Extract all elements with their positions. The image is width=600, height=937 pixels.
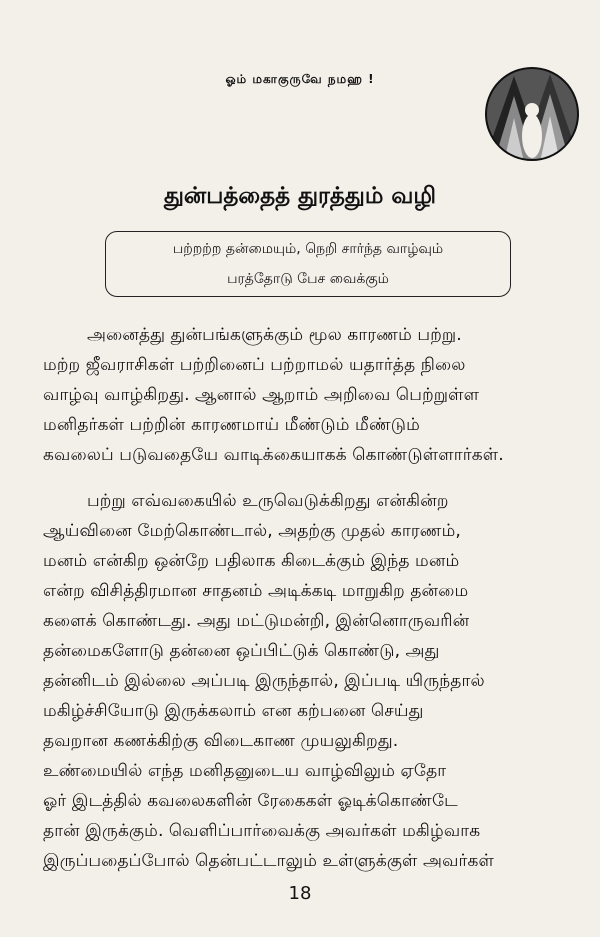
page-number: 18 [288,883,312,904]
text-line: அனைத்து துன்பங்களுக்கும் மூல காரணம் பற்று. [87,325,462,345]
text-line: வாழ்வு வாழ்கிறது. ஆனால் ஆறாம் அறிவை பெற்றுள்ள [43,385,480,405]
text-line: களைக் கொண்டது. அது மட்டுமன்றி, இன்னொருவரின் [43,611,470,631]
text-line: பற்று எவ்வகையில் உருவெடுக்கிறது என்கின்ற [87,491,449,511]
chapter-title: துன்பத்தைத் துரத்தும் வழி [163,183,436,209]
text-line: மனிதர்கள் பற்றின் காரணமாய் மீண்டும் மீண்டும் [43,415,420,435]
subtitle-box [105,231,511,297]
text-line: என்ற விசித்திரமான சாதனம் அடிக்கடி மாறுகிற தன்மை [43,581,469,601]
text-line: மகிழ்ச்சியோடு இருக்கலாம் என கற்பனை செய்து [43,701,424,721]
text-line: மனம் என்கிற ஒன்றே பதிலாக கிடைக்கும் இந்த மனம் [43,551,460,571]
text-line: கவலைப் படுவதையே வாடிக்கையாகக் கொண்டுள்ளார்கள். [43,445,504,465]
text-line: தான் இருக்கும். வெளிப்பார்வைக்கு அவர்கள் மகிழ்வாக [43,821,481,841]
text-line: உண்மையில் எந்த மனிதனுடைய வாழ்விலும் ஏதோ [43,761,447,781]
text-line: ஓர் இடத்தில் கவலைகளின் ரேகைகள் ஓடிக்கொண்டே [43,791,458,811]
text-line: இருப்பதைப்போல் தென்பட்டாலும் உள்ளுக்குள் அவர்கள் [43,851,494,871]
text-line: மற்ற ஜீவராசிகள் பற்றினைப் பற்றாமல் யதார்த்த நிலை [43,355,466,375]
text-line: தன்னிடம் இல்லை அப்படி இருந்தால், இப்படி யிருந்தால் [43,671,485,691]
text-line: தவறான கணக்கிற்கு விடைகாண முயலுகிறது. [43,731,399,751]
header-invocation: ஓம் மகாகுருவே நமஹ ! [225,72,375,86]
mountain-emblem-icon [484,66,580,162]
subtitle-line: பற்றற்ற தன்மையும், நெறி சார்ந்த வாழ்வும் [172,241,444,257]
subtitle-line: பரத்தோடு பேச வைக்கும் [227,271,389,287]
paragraph-1 [43,320,589,470]
paragraph-2 [43,486,589,876]
text-line: தன்மைகளோடு தன்னை ஒப்பிட்டுக் கொண்டு, அது [43,641,440,661]
text-line: ஆய்வினை மேற்கொண்டால், அதற்கு முதல் காரணம், [43,521,461,541]
